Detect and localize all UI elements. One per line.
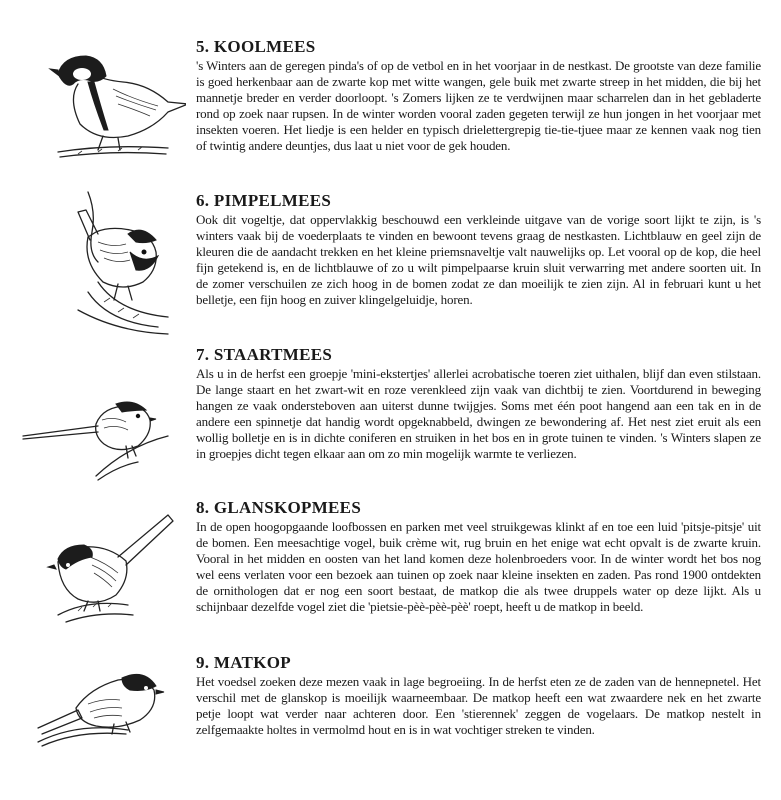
heading-koolmees: 5. KOOLMEES [196, 37, 316, 56]
paragraph-pimpelmees: Ook dit vogeltje, dat oppervlakkig beschouwd een verkleinde uitgave van de vorige soort lijkt te zijn, is 's winters vaak bij de voederplaats te vinden en bewoont tevens graag de nestkasten. Lichtblauw en geel zijn de kleuren die de aandacht trekken en het kleine priemsnaveltje valt nauwelijks op. Let vooral op de kop, die heel fijn getekend is, en de lichtblauwe of zo u wilt pimpelpaarse kruin sluit verwarring met andere soorten uit. In de zomer verschuilen ze zich hoog in de bomen zodat ze dan moeilijk te zien zijn. Al in februari kunt u het belletje, een fijn hoog en zuiver klingelgeluidje, horen. [196, 212, 761, 307]
heading-matkop: 9. MATKOP [196, 653, 291, 672]
willow-tit-drawing [18, 660, 186, 760]
paragraph-glanskopmees: In de open hoogopgaande loofbossen en parken met veel struikgewas klinkt af en toe een luid 'pitsje-pitsje' uit de bomen. Een meesachtige vogel, buik crème wit, rug bruin en het enige wat echt opvalt is de zwarte kruin. Vooral in het midden en oosten van het land komen deze holenbroeders voor. In de winter wordt het bos nog wel eens verlaten voor een bezoek aan tuinen op zoek naar kleine insekten en zaden. Pas rond 1900 ontdekten de ornithologen dat er nog een soort bestaat, de matkop die als twee druppels water op deze lijkt. Als u schijnbaar dezelfde vogel ziet die 'pietsie-pèè-pèè-pèè' roept, heeft u de matkop in beeld. [196, 519, 761, 614]
long-tailed-tit-drawing [18, 376, 186, 496]
pimpelmees-text [196, 192, 761, 307]
blue-tit-drawing [18, 182, 186, 337]
heading-glanskopmees: 8. GLANSKOPMEES [196, 498, 362, 517]
paragraph-matkop: Het voedsel zoeken deze mezen vaak in lage begroeiing. In de herfst eten ze de zaden van de hennepnetel. Het verschil met de glanskop is moeilijk waarneembaar. De matkop heeft een wat zwaardere nek en het zwarte petje loopt wat verder naar achteren door. Een 'stierennek' zeggen de vogelaars. De matkop nestelt in zelfgemaakte holtes in vermolmd hout en is in wat vochtiger streken te vinden. [196, 674, 761, 737]
marsh-tit-drawing [18, 507, 186, 637]
koolmees-text [196, 38, 761, 153]
paragraph-koolmees: 's Winters aan de geregen pinda's of op de vetbol en in het voorjaar in de nestkast. De grootste van deze familie is goed herkenbaar aan de zwarte kop met witte wangen, gele buik met zwarte streep in het midden, die bij het mannetje breder en verder doorloopt. 's Zomers lijken ze te verdwijnen maar scharrelen dan in het gebladerte rond op zoek naar rupsen. In de winter worden vooral zaden gegeten terwijl ze hun jongen in het voorjaar met insekten voeren. Het liedje is een helder en typisch drielettergrepig tie-tie-tjuee maar ze kennen vaak nog tien of twintig andere deuntjes, dus laat u niet voor de gek houden. [196, 58, 761, 153]
staartmees-text [196, 346, 761, 461]
matkop-text [196, 654, 761, 738]
heading-staartmees: 7. STAARTMEES [196, 345, 333, 364]
heading-pimpelmees: 6. PIMPELMEES [196, 191, 332, 210]
glanskopmees-text [196, 499, 761, 614]
great-tit-drawing [18, 44, 186, 169]
paragraph-staartmees: Als u in de herfst een groepje 'mini-ekstertjes' allerlei acrobatische toeren ziet uithalen, blijf dan even stilstaan. De lange staart en het zwart-wit en roze verenkleed zijn vaak van dichtbij te zien. Voortdurend in beweging hangen ze vaak ondersteboven aan uiterst dunne twijgjes. Soms met één poot hangend aan een tak en in de andere een spinnetje dat handig wordt opgeknabbeld, dwingen ze bewondering af. Het nest ziet eruit als een wollig bolletje en is in dichte coniferen en struiken in het bos en in grote tuinen te vinden. 's Winters slapen ze in groepjes dicht tegen elkaar aan om zo min mogelijk warmte te verliezen. [196, 366, 761, 461]
